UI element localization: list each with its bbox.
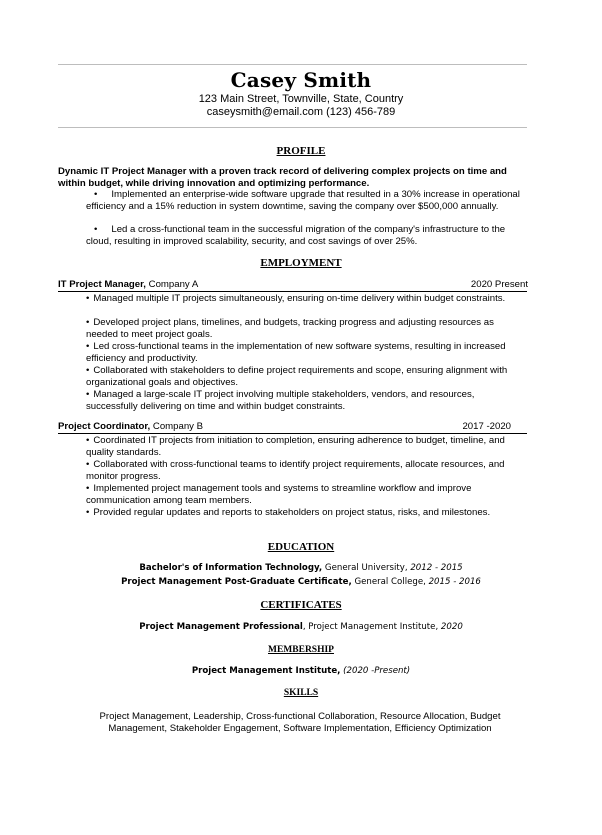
bullet-glyph: •: [86, 507, 90, 518]
job-bullet-text: Developed project plans, timelines, and budgets, tracking progress and adjusting resources as needed to meet project goals.: [86, 317, 494, 340]
membership-name: Project Management Institute,: [191, 666, 341, 676]
job-header: [58, 421, 528, 432]
education-entry: [0, 577, 602, 587]
membership-entry: [0, 666, 602, 676]
contact-info: caseysmith@email.com (123) 456-789: [206, 106, 396, 118]
job-bullet: [86, 459, 526, 482]
bullet-glyph: •: [86, 293, 90, 304]
job-bullet: [86, 507, 526, 519]
profile-heading: PROFILE: [276, 145, 326, 157]
job-bullet: [86, 435, 526, 458]
top-divider: [58, 64, 527, 65]
job-company: Company A: [148, 279, 199, 290]
bullet-glyph: •: [86, 459, 90, 470]
job-bullet: [86, 483, 526, 506]
job-bullet: [86, 293, 526, 305]
profile-bullet: [86, 224, 526, 247]
address: 123 Main Street, Townville, State, Country: [198, 93, 404, 105]
bullet-glyph: •: [94, 189, 98, 200]
job-bullet-text: Collaborated with cross-functional teams to identify project requirements, allocate resources, and monitor progress.: [86, 459, 505, 482]
skills-heading: SKILLS: [283, 688, 319, 698]
candidate-name: Casey Smith: [230, 68, 372, 92]
bullet-glyph: •: [86, 435, 90, 446]
job-title: IT Project Manager,: [58, 279, 146, 290]
job-title: Project Coordinator,: [58, 421, 151, 432]
job-bullet-text: Managed a large-scale IT project involving multiple stakeholders, vendors, and resources, successfully delivering on time and within budget constraints.: [86, 389, 475, 412]
profile-bullet-text: Implemented an enterprise-wide software upgrade that resulted in a 30% increase in operational efficiency and a 15% reduction in system downtime, saving the company over $500,000 annually.: [86, 189, 520, 212]
education-entry: [0, 563, 602, 573]
job-bullet: [86, 389, 526, 412]
job-divider: [58, 433, 527, 434]
job-bullet: [86, 317, 526, 340]
membership-heading: MEMBERSHIP: [268, 645, 334, 655]
job-company: Company B: [152, 421, 204, 432]
job-dates: 2017 -2020: [462, 421, 511, 432]
job-bullet-text: Coordinated IT projects from initiation to completion, ensuring adherence to budget, timeline, and quality standards.: [86, 435, 505, 458]
education-dates: 2015 - 2016: [428, 577, 481, 587]
degree: Project Management Post-Graduate Certificate,: [121, 577, 352, 587]
membership-dates: (2020 -Present): [343, 666, 411, 676]
certificate-year: 2020: [440, 622, 463, 632]
school: General College,: [354, 577, 426, 587]
certificate-entry: [0, 622, 602, 632]
education-heading: EDUCATION: [267, 541, 335, 553]
job-bullet: [86, 341, 526, 364]
school: General University,: [324, 563, 408, 573]
certificate-issuer: , Project Management Institute,: [302, 622, 439, 632]
profile-bullet: [86, 189, 526, 212]
bullet-glyph: •: [86, 317, 90, 328]
job-bullet-text: Implemented project management tools and systems to streamline workflow and improve communication among team members.: [86, 483, 472, 506]
profile-summary: Dynamic IT Project Manager with a proven track record of delivering complex projects on time and within budget, while driving innovation and optimizing performance.: [58, 166, 507, 189]
job-header: [58, 279, 528, 290]
job-bullet-text: Managed multiple IT projects simultaneously, ensuring on-time delivery within budget constraints.: [93, 293, 506, 304]
profile-bullet-text: Led a cross-functional team in the successful migration of the company's infrastructure to the cloud, resulting in improved scalability, security, and cost savings of over 25%.: [86, 224, 506, 247]
bullet-glyph: •: [86, 365, 90, 376]
certificate-name: Project Management Professional: [139, 622, 303, 632]
job-dates: 2020 Present: [470, 279, 528, 290]
job-bullet-text: Provided regular updates and reports to stakeholders on project status, risks, and milestones.: [93, 507, 491, 518]
job-bullet-text: Led cross-functional teams in the implementation of new software systems, resulting in increased efficiency and productivity.: [86, 341, 506, 364]
degree: Bachelor's of Information Technology,: [139, 563, 323, 573]
skills-list: Project Management, Leadership, Cross-functional Collaboration, Resource Allocation, Budget Management, Stakeholder Engagement, Software Implementation, Efficiency Optimization: [99, 711, 501, 734]
certificates-heading: CERTIFICATES: [260, 599, 342, 611]
job-divider: [58, 291, 527, 292]
header-divider: [58, 127, 527, 128]
education-dates: 2012 - 2015: [410, 563, 463, 573]
bullet-glyph: •: [86, 341, 90, 352]
bullet-glyph: •: [86, 389, 90, 400]
employment-heading: EMPLOYMENT: [260, 257, 342, 269]
job-bullet-text: Collaborated with stakeholders to define project requirements and scope, ensuring alignment with organizational goals and objectives.: [86, 365, 508, 388]
bullet-glyph: •: [94, 224, 98, 235]
bullet-glyph: •: [86, 483, 90, 494]
job-bullet: [86, 365, 526, 388]
